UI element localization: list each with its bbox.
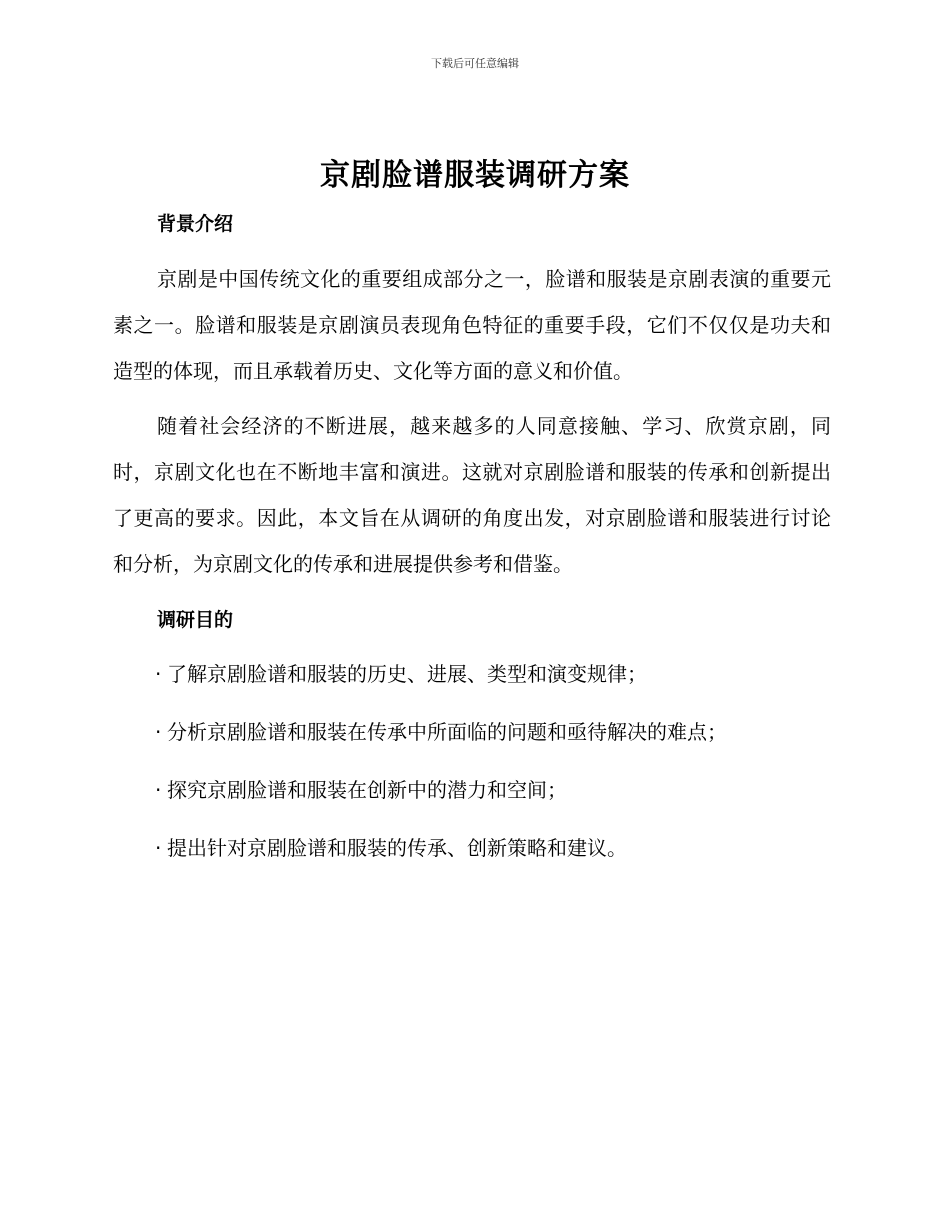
list-item-text: 提出针对京剧脸谱和服装的传承、创新策略和建议。	[167, 836, 627, 860]
section-heading-background: 背景介绍	[157, 213, 234, 235]
goals-list	[155, 655, 727, 887]
list-item	[155, 829, 727, 867]
header-note: 下载后可任意编辑	[431, 57, 519, 70]
list-item-text: 探究京剧脸谱和服装在创新中的潜力和空间；	[167, 778, 567, 802]
bullet-icon: ·	[155, 720, 162, 744]
bullet-icon: ·	[155, 662, 162, 686]
bullet-icon: ·	[155, 778, 162, 802]
list-item-text: 了解京剧脸谱和服装的历史、进展、类型和演变规律；	[167, 662, 647, 686]
list-item	[155, 771, 727, 809]
list-item-text: 分析京剧脸谱和服装在传承中所面临的问题和亟待解决的难点；	[167, 720, 727, 744]
document-title: 京剧脸谱服装调研方案	[320, 158, 630, 193]
bullet-icon: ·	[155, 836, 162, 860]
list-item	[155, 713, 727, 751]
list-item	[155, 655, 727, 693]
section-heading-goals: 调研目的	[157, 609, 234, 631]
background-paragraph-1: 京剧是中国传统文化的重要组成部分之一，脸谱和服装是京剧表演的重要元素之一。脸谱和服装是京剧演员表现角色特征的重要手段，它们不仅仅是功夫和造型的体现，而且承载着历史、文化等方面的意义和价值。	[113, 267, 831, 383]
background-paragraph-2: 随着社会经济的不断进展，越来越多的人同意接触、学习、欣赏京剧，同时，京剧文化也在不断地丰富和演进。这就对京剧脸谱和服装的传承和创新提出了更高的要求。因此，本文旨在从调研的角度出发，对京剧脸谱和服装进行讨论和分析，为京剧文化的传承和进展提供参考和借鉴。	[113, 414, 831, 576]
